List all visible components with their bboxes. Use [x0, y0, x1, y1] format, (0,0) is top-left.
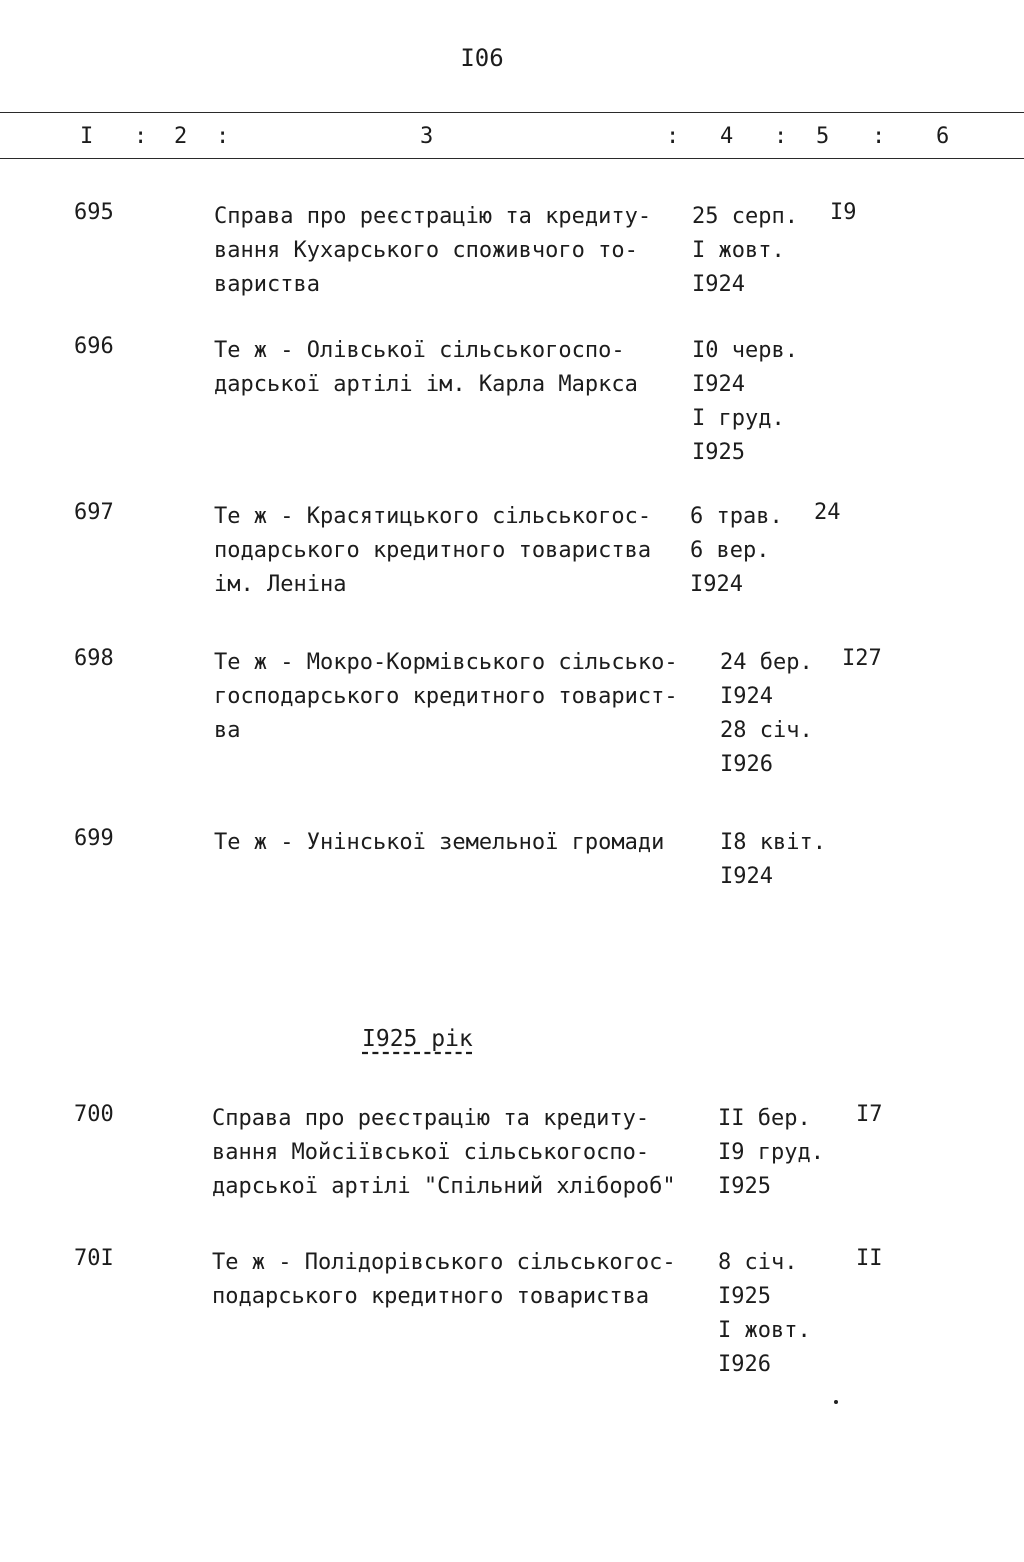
entry-number: 698 — [74, 646, 114, 671]
entry-date-line: I925 — [718, 1174, 771, 1199]
entry-date-line: I926 — [720, 752, 773, 777]
entry-title — [214, 200, 651, 302]
column-header-3: 3 — [420, 124, 434, 149]
column-separator: : — [872, 124, 886, 149]
page-number: I06 — [460, 44, 504, 72]
entry-number: 697 — [74, 500, 114, 525]
entry-title-line: Те ж - Полідорівського сільськогос- — [212, 1250, 676, 1275]
column-header-6: 6 — [936, 124, 950, 149]
entry-date-line: I926 — [718, 1352, 771, 1377]
entry-title-line: дарської артілі ім. Карла Маркса — [214, 372, 638, 397]
entry-title-line: дарської артілі "Спільний хлібороб" — [212, 1174, 676, 1199]
entry-title-line: Те ж - Красятицького сільськогос- — [214, 504, 652, 529]
entry-date-line: 8 січ. — [718, 1250, 798, 1275]
entry-date-line: I924 — [692, 272, 745, 297]
entry-dates — [718, 1102, 824, 1204]
entry-sheet-count: I7 — [856, 1102, 883, 1127]
entry-title — [214, 646, 678, 748]
header-bottom-rule — [0, 158, 1024, 159]
column-separator: : — [666, 124, 680, 149]
entry-number: 696 — [74, 334, 114, 359]
entry-title-line: подарського кредитного товариства — [214, 538, 652, 563]
entry-number: 695 — [74, 200, 114, 225]
entry-date-line: I924 — [690, 572, 743, 597]
entry-date-line: I924 — [720, 684, 773, 709]
column-separator: : — [774, 124, 788, 149]
entry-date-line: I жовт. — [718, 1318, 811, 1343]
entry-title-line: ва — [214, 718, 241, 743]
entry-date-line: I925 — [718, 1284, 771, 1309]
entry-number: 70I — [74, 1246, 114, 1271]
entry-date-line: 25 серп. — [692, 204, 798, 229]
column-header-2: 2 — [174, 124, 188, 149]
entry-title — [212, 1102, 676, 1204]
entry-date-line: I8 квіт. — [720, 830, 826, 855]
entry-sheet-count: II — [856, 1246, 883, 1271]
entry-date-line: I0 черв. — [692, 338, 798, 363]
entry-date-line: I9 груд. — [718, 1140, 824, 1165]
entry-title-line: господарського кредитного товарист- — [214, 684, 678, 709]
entry-date-line: I925 — [692, 440, 745, 465]
entry-dates — [692, 334, 798, 470]
column-separator: : — [134, 124, 148, 149]
header-top-rule — [0, 112, 1024, 113]
entry-title-line: Справа про реєстрацію та кредиту- — [214, 204, 652, 229]
entry-date-line: I жовт. — [692, 238, 785, 263]
entry-title-line: вання Мойсіївської сільськогоспо- — [212, 1140, 650, 1165]
entry-number: 700 — [74, 1102, 114, 1127]
entry-sheet-count: 24 — [814, 500, 841, 525]
entry-title-line: вариства — [214, 272, 320, 297]
entry-date-line: 24 бер. — [720, 650, 813, 675]
entry-dates — [690, 500, 783, 602]
column-header-5: 5 — [816, 124, 830, 149]
column-header-4: 4 — [720, 124, 734, 149]
column-header-1: I — [80, 124, 94, 149]
entry-title — [214, 826, 664, 860]
column-separator: : — [216, 124, 230, 149]
entry-title — [214, 500, 651, 602]
entry-title-line: Те ж - Олівської сільськогоспо- — [214, 338, 625, 363]
ink-speck — [834, 1400, 838, 1404]
entry-title-line: подарського кредитного товариства — [212, 1284, 650, 1309]
entry-title-line: Справа про реєстрацію та кредиту- — [212, 1106, 650, 1131]
entry-date-line: I груд. — [692, 406, 785, 431]
entry-dates — [720, 646, 813, 782]
entry-title-line: Те ж - Мокро-Кормівського сільсько- — [214, 650, 678, 675]
entry-title-line: ім. Леніна — [214, 572, 347, 597]
entry-date-line: 6 трав. — [690, 504, 783, 529]
entry-title — [214, 334, 638, 402]
year-section-heading: I925 рік — [362, 1026, 473, 1052]
entry-title-line: Те ж - Унінської земельної громади — [214, 830, 665, 855]
entry-number: 699 — [74, 826, 114, 851]
entry-dates — [692, 200, 798, 302]
entry-date-line: 6 вер. — [690, 538, 770, 563]
entry-sheet-count: I9 — [830, 200, 857, 225]
entry-date-line: 28 січ. — [720, 718, 813, 743]
entry-dates — [718, 1246, 811, 1382]
entry-title-line: вання Кухарського споживчого то- — [214, 238, 638, 263]
entry-date-line: I924 — [692, 372, 745, 397]
entry-date-line: I924 — [720, 864, 773, 889]
entry-sheet-count: I27 — [842, 646, 882, 671]
entry-date-line: II бер. — [718, 1106, 811, 1131]
entry-dates — [720, 826, 826, 894]
entry-title — [212, 1246, 676, 1314]
